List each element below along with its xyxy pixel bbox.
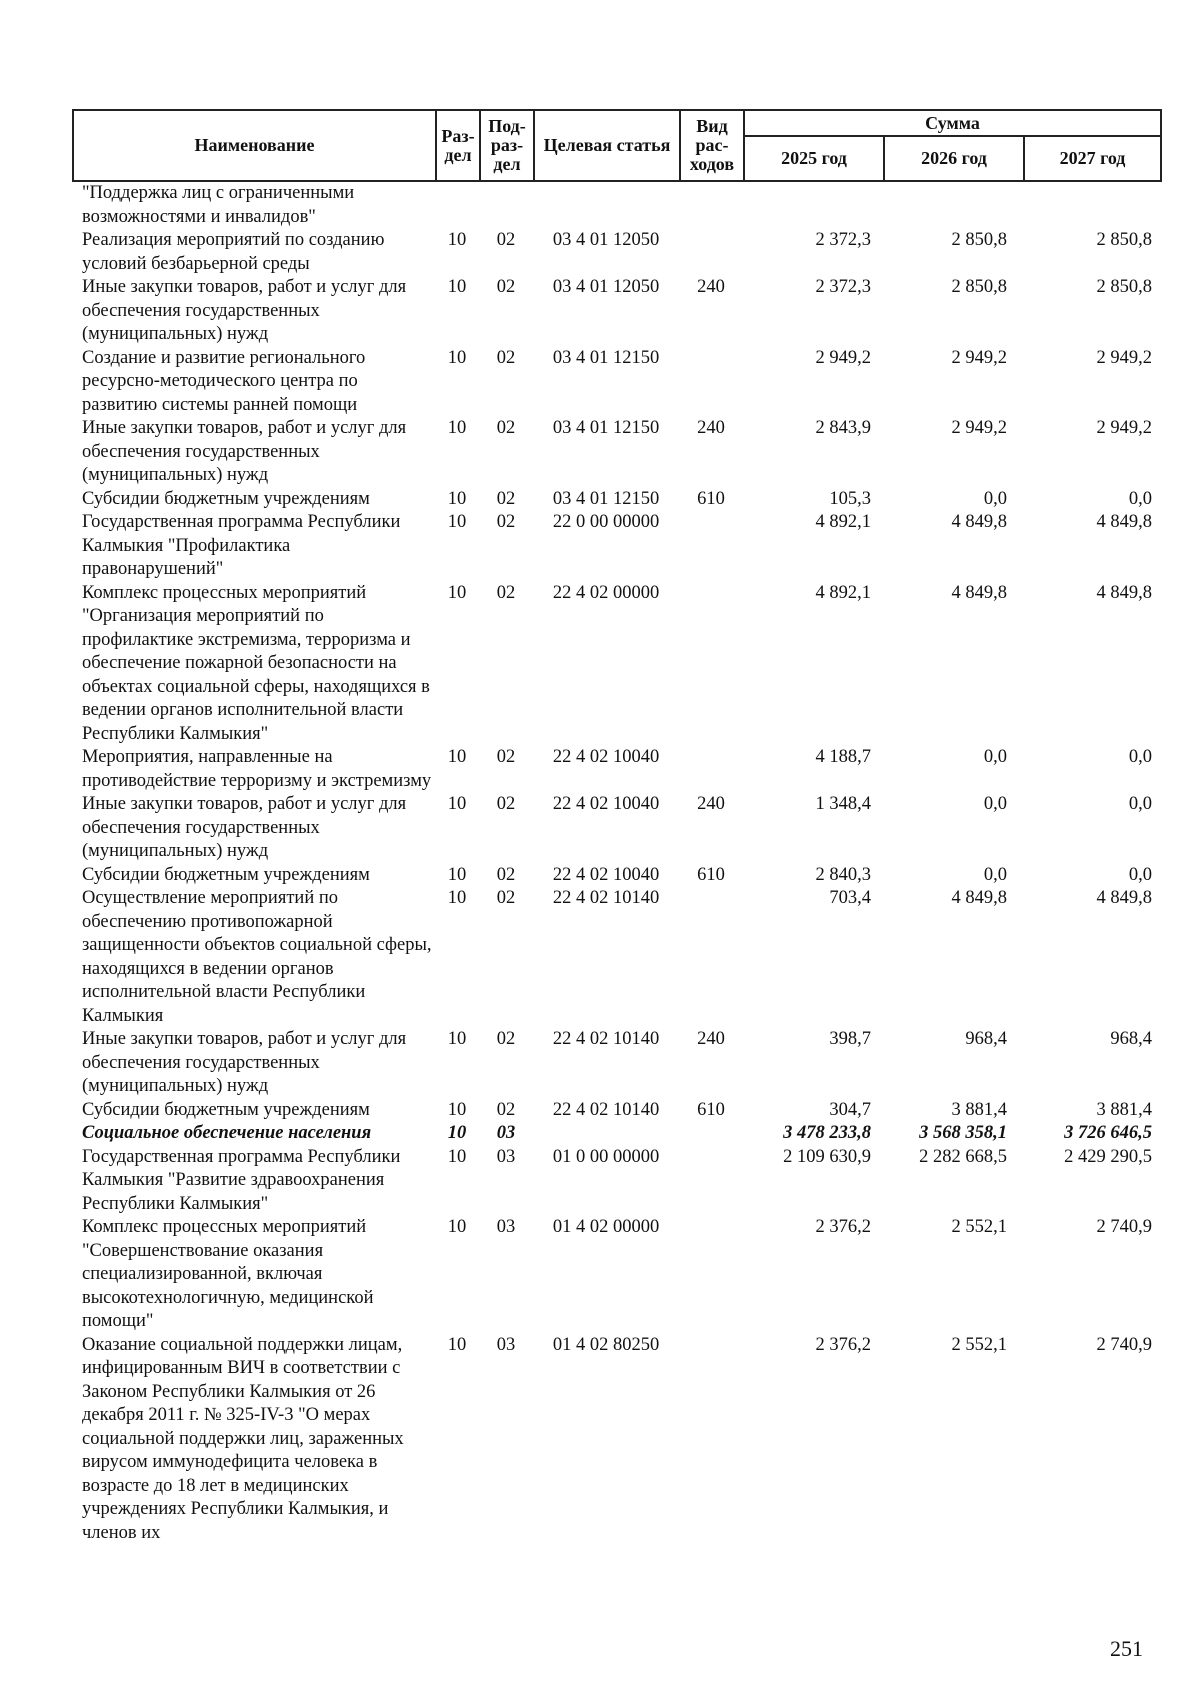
row-sum-2027: 0,0 — [1128, 747, 1152, 767]
row-sum-2025: 2 843,9 — [815, 418, 871, 438]
table-row — [72, 1122, 1160, 1146]
row-sum-2027: 4 849,8 — [1096, 512, 1152, 532]
row-sum-2026: 0,0 — [983, 488, 1007, 509]
header-podrazdel: Под-раз-дел — [480, 110, 534, 181]
row-vid-rashodov — [679, 229, 743, 276]
row-podrazdel: 02 — [496, 230, 516, 250]
row-razdel: 10 — [447, 1146, 467, 1167]
row-sum-2025: 2 372,3 — [815, 230, 871, 250]
row-sum-2026: 0,0 — [983, 747, 1007, 767]
row-sum-2025: 2 109 630,9 — [783, 1146, 871, 1167]
table-row — [72, 1028, 1160, 1099]
row-sum-2025: 105,3 — [829, 488, 871, 509]
row-podrazdel: 02 — [496, 582, 516, 603]
row-vid-rashodov — [679, 746, 743, 793]
row-sum-2025: 703,4 — [829, 888, 871, 908]
row-sum-2025: 1 348,4 — [815, 794, 871, 814]
row-celevaya-statya: 03 4 01 12050 — [552, 230, 660, 250]
row-celevaya-statya: 22 4 02 10140 — [552, 888, 660, 908]
row-sum-2026: 2 850,8 — [951, 277, 1007, 297]
header-name: Наименование — [73, 110, 436, 181]
row-name: Иные закупки товаров, работ и услуг для обеспечения государственных (муниципальных) нужд — [82, 277, 407, 344]
row-podrazdel: 02 — [496, 1029, 516, 1049]
row-razdel — [435, 182, 479, 229]
row-name: Комплекс процессных мероприятий "Совершенствование оказания специализированной, включая высокотехнологичную, медицинской помощи" — [82, 1217, 374, 1331]
row-sum-2025: 2 949,2 — [815, 347, 871, 368]
table-row — [72, 1099, 1160, 1123]
row-podrazdel: 02 — [496, 864, 516, 885]
row-podrazdel: 02 — [496, 794, 516, 814]
table-row — [72, 488, 1160, 512]
row-sum-2027: 4 849,8 — [1096, 582, 1152, 603]
row-sum-2027: 2 740,9 — [1096, 1334, 1152, 1355]
row-sum-2026: 0,0 — [983, 864, 1007, 885]
row-sum-2026: 2 850,8 — [951, 230, 1007, 250]
row-sum-2026: 2 552,1 — [951, 1217, 1007, 1237]
row-sum-2025: 2 372,3 — [815, 277, 871, 297]
row-celevaya-statya — [533, 1122, 679, 1146]
row-razdel: 10 — [447, 230, 467, 250]
row-vid-rashodov — [679, 511, 743, 582]
row-vid-rashodov — [679, 182, 743, 229]
row-name: Комплекс процессных мероприятий "Организация мероприятий по профилактике экстремизма, терроризма и обеспечение пожарной безопасности на объектах социальной сферы, находящихся в ведении органов исполнительной власти Республики Калмыкия" — [82, 582, 430, 744]
row-celevaya-statya: 22 4 02 00000 — [552, 582, 660, 603]
table-row — [72, 417, 1160, 488]
row-sum-2025: 2 376,2 — [815, 1217, 871, 1237]
row-vid-rashodov — [679, 1146, 743, 1217]
row-sum-2026: 4 849,8 — [951, 582, 1007, 603]
row-vid-rashodov: 240 — [697, 1029, 725, 1049]
row-name: Иные закупки товаров, работ и услуг для обеспечения государственных (муниципальных) нужд — [82, 794, 407, 861]
row-sum-2027: 4 849,8 — [1096, 888, 1152, 908]
header-celevaya-statya: Целевая статья — [534, 110, 680, 181]
row-sum-2025: 4 188,7 — [815, 747, 871, 767]
row-sum-2027: 0,0 — [1128, 488, 1152, 509]
row-celevaya-statya: 22 4 02 10040 — [552, 794, 660, 814]
row-podrazdel: 03 — [496, 1123, 516, 1143]
row-sum-2026: 3 881,4 — [951, 1099, 1007, 1120]
row-celevaya-statya: 03 4 01 12050 — [552, 277, 660, 297]
row-sum-2026: 3 568 358,1 — [919, 1123, 1007, 1143]
row-sum-2026: 2 552,1 — [951, 1334, 1007, 1355]
row-sum-2025 — [743, 182, 883, 229]
row-vid-rashodov — [679, 347, 743, 418]
table-body — [72, 182, 1160, 1545]
row-podrazdel: 02 — [496, 488, 516, 509]
row-podrazdel: 02 — [496, 512, 516, 532]
row-vid-rashodov — [679, 582, 743, 747]
row-vid-rashodov: 240 — [697, 418, 725, 438]
table-row — [72, 347, 1160, 418]
row-name: Реализация мероприятий по созданию условий безбарьерной среды — [82, 230, 385, 274]
row-razdel: 10 — [447, 418, 467, 438]
header-year-2027: 2027 год — [1024, 136, 1161, 181]
row-podrazdel: 02 — [496, 418, 516, 438]
row-sum-2025: 2 840,3 — [815, 864, 871, 885]
row-name: Иные закупки товаров, работ и услуг для обеспечения государственных (муниципальных) нужд — [82, 418, 407, 485]
row-sum-2026 — [883, 182, 1023, 229]
row-sum-2026: 4 849,8 — [951, 512, 1007, 532]
row-sum-2027: 0,0 — [1128, 864, 1152, 885]
row-name: Иные закупки товаров, работ и услуг для обеспечения государственных (муниципальных) нужд — [82, 1029, 407, 1096]
row-sum-2026: 0,0 — [983, 794, 1007, 814]
row-sum-2026: 2 949,2 — [951, 418, 1007, 438]
row-razdel: 10 — [447, 1123, 467, 1143]
row-sum-2027: 2 949,2 — [1096, 418, 1152, 438]
row-celevaya-statya: 22 4 02 10040 — [552, 747, 660, 767]
row-sum-2025: 2 376,2 — [815, 1334, 871, 1355]
row-sum-2025: 3 478 233,8 — [783, 1123, 871, 1143]
row-sum-2027: 2 740,9 — [1096, 1217, 1152, 1237]
row-sum-2026: 968,4 — [965, 1029, 1007, 1049]
table-row — [72, 276, 1160, 347]
row-name: Социальное обеспечение населения — [82, 1123, 372, 1143]
row-celevaya-statya: 22 0 00 00000 — [552, 512, 660, 532]
row-razdel: 10 — [447, 888, 467, 908]
row-sum-2027: 968,4 — [1110, 1029, 1152, 1049]
row-podrazdel: 02 — [496, 888, 516, 908]
row-vid-rashodov — [679, 1334, 743, 1546]
row-vid-rashodov — [679, 1122, 743, 1146]
row-razdel: 10 — [447, 1334, 467, 1355]
table-header — [72, 109, 1162, 182]
row-celevaya-statya: 22 4 02 10140 — [552, 1029, 660, 1049]
row-razdel: 10 — [447, 864, 467, 885]
row-sum-2025: 4 892,1 — [815, 512, 871, 532]
row-sum-2027: 3 726 646,5 — [1064, 1123, 1152, 1143]
row-podrazdel: 02 — [496, 277, 516, 297]
row-vid-rashodov: 610 — [697, 864, 725, 885]
row-sum-2026: 4 849,8 — [951, 888, 1007, 908]
table-row — [72, 582, 1160, 747]
row-vid-rashodov — [679, 887, 743, 1028]
row-sum-2027: 3 881,4 — [1096, 1099, 1152, 1120]
row-podrazdel: 03 — [496, 1217, 516, 1237]
table-row — [72, 511, 1160, 582]
row-razdel: 10 — [447, 582, 467, 603]
row-sum-2027: 2 850,8 — [1096, 277, 1152, 297]
row-name: Субсидии бюджетным учреждениям — [82, 1099, 370, 1120]
row-celevaya-statya: 01 0 00 00000 — [552, 1146, 660, 1167]
table-row — [72, 229, 1160, 276]
row-name: "Поддержка лиц с ограниченными возможностями и инвалидов" — [82, 183, 355, 227]
row-sum-2027: 2 949,2 — [1096, 347, 1152, 368]
table-row — [72, 864, 1160, 888]
row-razdel: 10 — [447, 1099, 467, 1120]
header-year-2026: 2026 год — [884, 136, 1024, 181]
row-podrazdel: 03 — [496, 1146, 516, 1167]
row-vid-rashodov: 610 — [697, 488, 725, 509]
row-name: Осуществление мероприятий по обеспечению противопожарной защищенности объектов социальной сферы, находящихся в ведении органов исполнительной власти Республики Калмыкия — [82, 888, 432, 1026]
row-podrazdel: 03 — [496, 1334, 516, 1355]
header-vid-rashodov: Вид рас-ходов — [680, 110, 744, 181]
header-year-2025: 2025 год — [744, 136, 884, 181]
row-sum-2025: 304,7 — [829, 1099, 871, 1120]
row-name: Субсидии бюджетным учреждениям — [82, 488, 370, 509]
row-name: Субсидии бюджетным учреждениям — [82, 864, 370, 885]
row-celevaya-statya: 01 4 02 80250 — [552, 1334, 660, 1355]
row-sum-2026: 2 282 668,5 — [919, 1146, 1007, 1167]
row-vid-rashodov — [679, 1216, 743, 1334]
budget-page — [72, 109, 1160, 1545]
row-razdel: 10 — [447, 1217, 467, 1237]
row-podrazdel: 02 — [496, 1099, 516, 1120]
row-sum-2027 — [1023, 182, 1160, 229]
row-sum-2025: 398,7 — [829, 1029, 871, 1049]
row-celevaya-statya: 22 4 02 10140 — [552, 1099, 660, 1120]
row-vid-rashodov: 240 — [697, 277, 725, 297]
row-podrazdel: 02 — [496, 747, 516, 767]
row-celevaya-statya: 03 4 01 12150 — [552, 488, 660, 509]
row-name: Создание и развитие регионального ресурсно-методического центра по развитию системы ранней помощи — [82, 347, 366, 415]
row-podrazdel: 02 — [496, 347, 516, 368]
row-celevaya-statya: 01 4 02 00000 — [552, 1217, 660, 1237]
table-row — [72, 1146, 1160, 1217]
header-razdel: Раз-дел — [436, 110, 480, 181]
row-razdel: 10 — [447, 277, 467, 297]
row-vid-rashodov: 240 — [697, 794, 725, 814]
row-razdel: 10 — [447, 1029, 467, 1049]
row-sum-2026: 2 949,2 — [951, 347, 1007, 368]
table-row — [72, 1216, 1160, 1334]
table-row — [72, 887, 1160, 1028]
table-row — [72, 1334, 1160, 1546]
row-vid-rashodov: 610 — [697, 1099, 725, 1120]
row-name: Государственная программа Республики Калмыкия "Профилактика правонарушений" — [82, 512, 401, 579]
row-razdel: 10 — [447, 347, 467, 368]
row-razdel: 10 — [447, 488, 467, 509]
row-sum-2025: 4 892,1 — [815, 582, 871, 603]
row-celevaya-statya: 22 4 02 10040 — [552, 864, 660, 885]
header-summa: Сумма — [744, 110, 1161, 136]
table-row — [72, 746, 1160, 793]
row-razdel: 10 — [447, 747, 467, 767]
row-sum-2027: 0,0 — [1128, 794, 1152, 814]
row-sum-2027: 2 429 290,5 — [1064, 1146, 1152, 1167]
row-razdel: 10 — [447, 512, 467, 532]
row-celevaya-statya — [533, 182, 679, 229]
row-name: Мероприятия, направленные на противодействие терроризму и экстремизму — [82, 747, 432, 791]
table-row — [72, 182, 1160, 229]
row-celevaya-statya: 03 4 01 12150 — [552, 347, 660, 368]
row-sum-2027: 2 850,8 — [1096, 230, 1152, 250]
row-podrazdel — [479, 182, 533, 229]
row-celevaya-statya: 03 4 01 12150 — [552, 418, 660, 438]
row-name: Государственная программа Республики Калмыкия "Развитие здравоохранения Республики Калмыкия" — [82, 1146, 401, 1214]
table-row — [72, 793, 1160, 864]
page-number: 251 — [1110, 1636, 1143, 1661]
row-razdel: 10 — [447, 794, 467, 814]
row-name: Оказание социальной поддержки лицам, инфицированным ВИЧ в соответствии с Законом Республики Калмыкия от 26 декабря 2011 г. № 325-IV-3 "О мерах социальной поддержки лиц, зараженных вирусом иммунодефицита человека в возрасте до 18 лет в медицинских учреждениях Республики Калмыкия, и членов их — [82, 1334, 404, 1543]
